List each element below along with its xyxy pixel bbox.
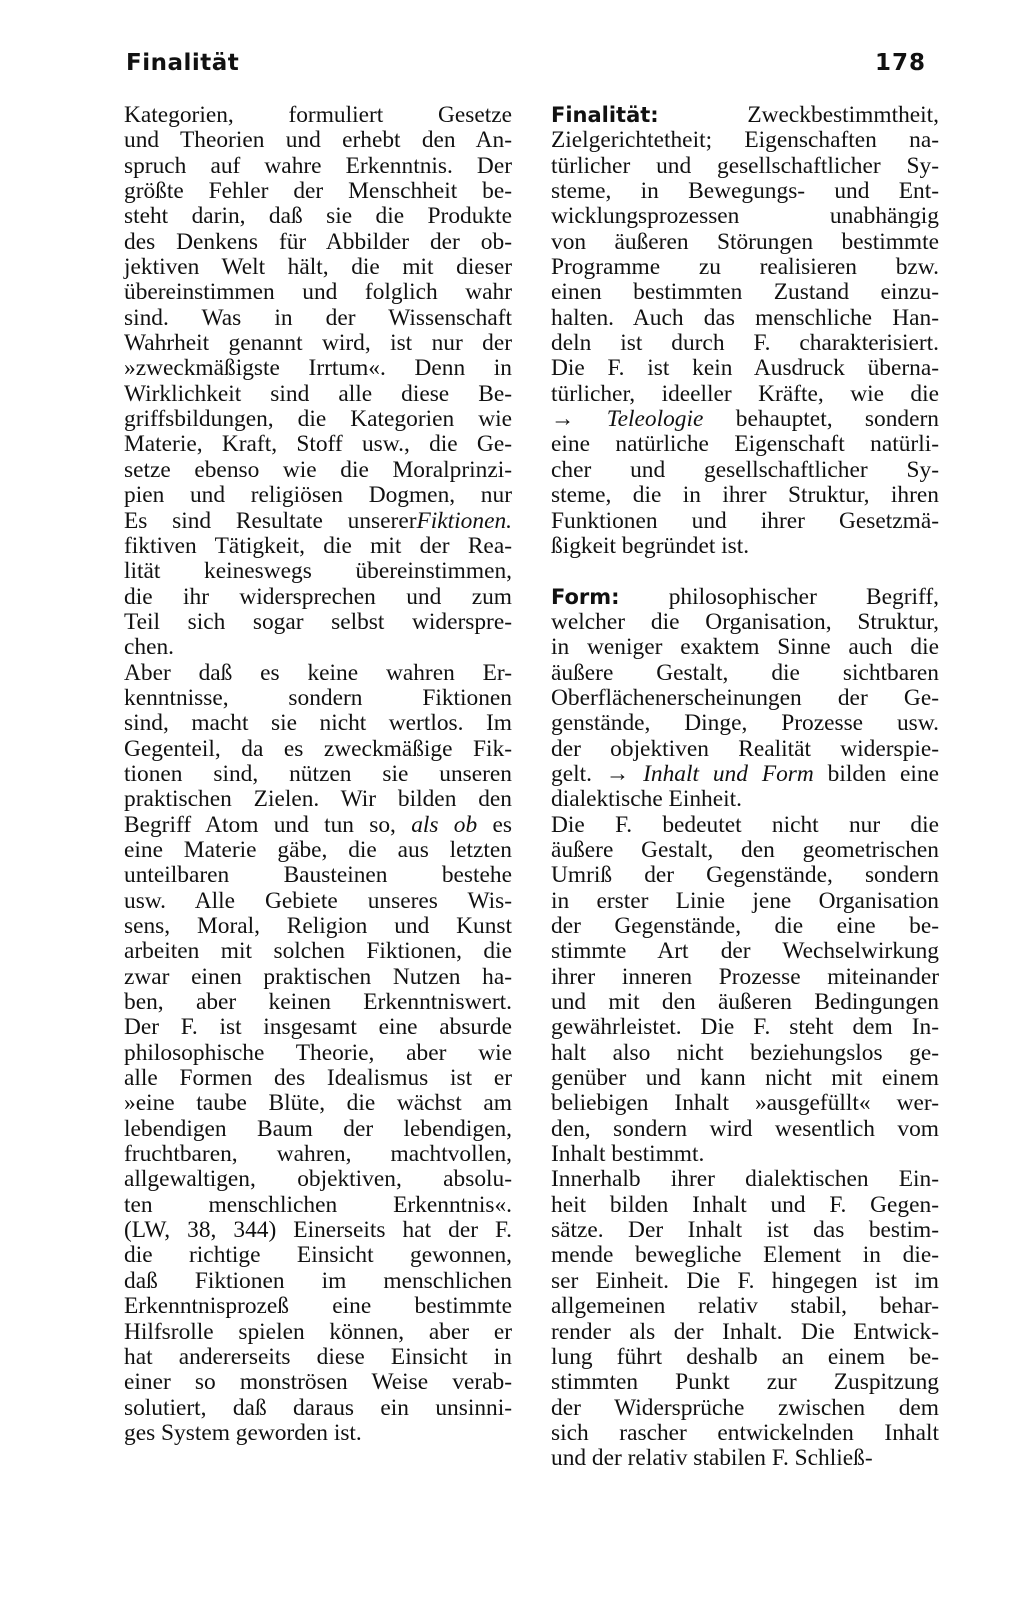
- right-column: [551, 103, 939, 1472]
- text-line: [124, 1243, 512, 1268]
- line-text: Umriß der Gegenstände, sondern: [551, 862, 939, 889]
- text-line: [551, 103, 939, 128]
- text-line: [551, 230, 939, 255]
- line-text: jektiven Welt hält, die mit dieser: [124, 254, 512, 281]
- line-text: Materie, Kraft, Stoff usw., die Ge-: [124, 431, 512, 458]
- text-line: [551, 585, 939, 610]
- line-text: philosophische Theorie, aber wie: [124, 1039, 512, 1066]
- text-line: [551, 1218, 939, 1243]
- text-line: [124, 306, 512, 331]
- page-header: [126, 50, 926, 90]
- italic-text: Inhalt und Form: [643, 760, 814, 787]
- text-line: [551, 179, 939, 204]
- line-text: türlicher, ideeller Kräfte, wie die: [551, 380, 939, 407]
- entry-separator: [551, 559, 939, 584]
- line-text: wicklungsprozessen unabhängig: [551, 203, 939, 230]
- line-text: der Gegenstände, die eine be-: [551, 913, 939, 939]
- line-text: mende bewegliche Element in die-: [551, 1242, 939, 1269]
- line-text: Hilfsrolle spielen können, aber er: [124, 1318, 512, 1345]
- italic-text: Teleologie: [606, 406, 704, 433]
- line-text: griffsbildungen, die Kategorien wie: [124, 406, 512, 433]
- text-line: [551, 939, 939, 964]
- line-text: »eine taube Blüte, die wächst am: [124, 1090, 512, 1117]
- line-text: halten. Auch das menschliche Han-: [551, 304, 939, 331]
- text-line: [124, 1370, 512, 1395]
- line-text: türlicher und gesellschaftlicher Sy-: [551, 152, 939, 179]
- line-text: Erkenntnisprozeß eine bestimmte: [124, 1293, 512, 1320]
- line-text: sens, Moral, Religion und Kunst: [124, 913, 512, 939]
- line-text: steme, in Bewegungs- und Ent-: [551, 178, 939, 205]
- line-text: gewährleistet. Die F. steht dem In-: [551, 1014, 939, 1041]
- line-text: Inhalt bestimmt.: [551, 1141, 705, 1168]
- text-line: [124, 838, 512, 863]
- text-line: [124, 407, 512, 432]
- text-line: [124, 204, 512, 229]
- text-line: [551, 1446, 939, 1471]
- text-line: [124, 154, 512, 179]
- text-line: [551, 534, 939, 559]
- line-text: einer so monströsen Weise verab-: [124, 1369, 512, 1396]
- text-line: [551, 635, 939, 660]
- page-number: 178: [874, 50, 926, 76]
- text-line: [124, 737, 512, 762]
- line-text: ihrer inneren Prozesse miteinander: [551, 963, 939, 990]
- text-line: [124, 1142, 512, 1167]
- text-line: [551, 965, 939, 990]
- line-text: tionen sind, nützen sie unseren: [124, 760, 512, 787]
- line-text: welcher die Organisation, Struktur,: [551, 608, 939, 635]
- line-text: dialektische Einheit.: [551, 786, 742, 813]
- line-text: und der relativ stabilen F. Schließ-: [551, 1445, 873, 1472]
- running-head: Finalität: [126, 50, 240, 76]
- line-text: Begriff Atom und tun so,: [124, 811, 412, 838]
- text-line: [124, 1193, 512, 1218]
- line-text: deln ist durch F. charakterisiert.: [551, 330, 939, 357]
- text-line: [551, 1193, 939, 1218]
- line-text: genstände, Dinge, Prozesse usw.: [551, 710, 939, 737]
- text-line: [551, 762, 939, 787]
- text-line: [551, 711, 939, 736]
- text-line: [124, 509, 512, 534]
- line-text: fruchtbaren, wahren, machtvollen,: [124, 1141, 512, 1168]
- line-text: steht darin, daß sie die Produkte: [124, 203, 512, 230]
- line-text: übereinstimmen und folglich wahr: [124, 279, 512, 306]
- line-text: der Widersprüche zwischen dem: [551, 1394, 939, 1421]
- line-text: Kategorien, formuliert Gesetze: [124, 102, 512, 128]
- text-line: [551, 382, 939, 407]
- line-text: lebendigen Baum der lebendigen,: [124, 1115, 512, 1142]
- line-text: ßigkeit begründet ist.: [551, 532, 750, 559]
- line-text: und Theorien und erhebt den An-: [124, 127, 512, 154]
- line-text: eine natürliche Eigenschaft natürli-: [551, 431, 939, 458]
- text-line: [124, 863, 512, 888]
- text-line: [551, 838, 939, 863]
- line-text: der objektiven Realität widerspie-: [551, 735, 939, 762]
- text-line: [551, 1243, 939, 1268]
- line-text: pien und religiösen Dogmen, nur: [124, 482, 512, 509]
- line-text: eine Materie gäbe, die aus letzten: [124, 836, 512, 863]
- line-text: unteilbaren Bausteinen bestehe: [124, 862, 512, 889]
- text-line: [124, 914, 512, 939]
- line-text: Der F. ist insgesamt eine absurde: [124, 1014, 512, 1041]
- line-text: zwar einen praktischen Nutzen ha-: [124, 963, 512, 990]
- text-line: [551, 331, 939, 356]
- line-text: sätze. Der Inhalt ist das bestim-: [551, 1217, 939, 1244]
- line-text: den, sondern wird wesentlich vom: [551, 1115, 939, 1142]
- line-text: Es sind Resultate unserer: [124, 507, 417, 534]
- text-line: [551, 306, 939, 331]
- line-text: hat andererseits diese Einsicht in: [124, 1343, 512, 1370]
- text-line: [551, 483, 939, 508]
- line-text: sind, macht sie nicht wertlos. Im: [124, 710, 512, 737]
- line-text: daß Fiktionen im menschlichen: [124, 1267, 512, 1294]
- line-text: sind. Was in der Wissenschaft: [124, 304, 512, 331]
- line-text: ges System geworden ist.: [124, 1419, 362, 1446]
- line-text: behauptet, sondern: [703, 406, 939, 433]
- line-text: von äußeren Störungen bestimmte: [551, 228, 939, 255]
- text-line: [124, 635, 512, 660]
- line-text: usw. Alle Gebiete unseres Wis-: [124, 887, 512, 914]
- text-line: [124, 1269, 512, 1294]
- line-text: ser Einheit. Die F. hingegen ist im: [551, 1267, 939, 1294]
- line-text: spruch auf wahre Erkenntnis. Der: [124, 152, 512, 179]
- text-line: [551, 128, 939, 153]
- text-line: [124, 585, 512, 610]
- text-line: [124, 1117, 512, 1142]
- line-text: Gegenteil, da es zweckmäßige Fik-: [124, 735, 512, 762]
- line-text: Teil sich sogar selbst widerspre-: [124, 608, 512, 635]
- italic-text: als ob: [411, 811, 478, 838]
- text-line: [551, 356, 939, 381]
- text-line: [551, 1294, 939, 1319]
- text-line: [551, 661, 939, 686]
- line-text: (LW, 38, 344) Einerseits hat der F.: [124, 1217, 512, 1244]
- line-text: bilden eine: [813, 760, 939, 787]
- text-line: [551, 1041, 939, 1066]
- line-text: Die F. bedeutet nicht nur die: [551, 811, 939, 838]
- line-text: Innerhalb ihrer dialektischen Ein-: [551, 1166, 939, 1193]
- line-text: und mit den äußeren Bedingungen: [551, 989, 939, 1016]
- text-line: [124, 889, 512, 914]
- line-text: sich rascher entwickelnden Inhalt: [551, 1419, 939, 1446]
- text-line: [124, 534, 512, 559]
- text-line: [124, 483, 512, 508]
- text-line: [124, 255, 512, 280]
- line-text: solutiert, daß daraus ein unsinni-: [124, 1394, 512, 1421]
- line-text: Programme zu realisieren bzw.: [551, 254, 939, 281]
- line-text: halt also nicht beziehungslos ge-: [551, 1039, 939, 1066]
- line-text: stimmte Art der Wechselwirkung: [551, 938, 939, 965]
- line-text: gelt.: [551, 760, 606, 787]
- text-line: [124, 939, 512, 964]
- text-line: [124, 762, 512, 787]
- text-line: [124, 965, 512, 990]
- text-line: [551, 863, 939, 888]
- text-line: [124, 179, 512, 204]
- line-text: fiktiven Tätigkeit, die mit der Rea-: [124, 532, 512, 559]
- line-text: philosophischer Begriff,: [619, 583, 939, 610]
- line-text: arbeiten mit solchen Fiktionen, die: [124, 938, 512, 965]
- text-line: [551, 1320, 939, 1345]
- text-line: [551, 1269, 939, 1294]
- text-line: [124, 128, 512, 153]
- text-line: [551, 458, 939, 483]
- text-line: [124, 610, 512, 635]
- text-line: [124, 1066, 512, 1091]
- line-text: Oberflächenerscheinungen der Ge-: [551, 684, 939, 711]
- line-text: allgewaltigen, objektiven, absolu-: [124, 1166, 512, 1193]
- text-line: [124, 458, 512, 483]
- line-text: ben, aber keinen Erkenntniswert.: [124, 989, 512, 1016]
- text-line: [124, 103, 512, 128]
- text-line: [124, 686, 512, 711]
- text-line: [551, 407, 939, 432]
- line-text: steme, die in ihrer Struktur, ihren: [551, 482, 939, 509]
- line-text: es: [477, 811, 512, 838]
- text-line: [124, 661, 512, 686]
- line-text: genüber und kann nicht mit einem: [551, 1065, 939, 1092]
- text-line: [124, 1396, 512, 1421]
- text-line: [124, 331, 512, 356]
- line-text: die ihr widersprechen und zum: [124, 583, 512, 610]
- line-text: allgemeinen relativ stabil, behar-: [551, 1293, 939, 1320]
- text-line: [551, 1345, 939, 1370]
- line-text: praktischen Zielen. Wir bilden den: [124, 786, 512, 813]
- text-line: [124, 813, 512, 838]
- line-text: ten menschlichen Erkenntnis«.: [124, 1191, 512, 1218]
- text-line: [124, 1421, 512, 1446]
- text-line: [124, 1218, 512, 1243]
- cross-reference-arrow: →: [605, 760, 630, 787]
- line-text: cher und gesellschaftlicher Sy-: [551, 456, 939, 483]
- text-line: [551, 204, 939, 229]
- line-text: in weniger exaktem Sinne auch die: [551, 634, 939, 661]
- line-text: setze ebenso wie die Moralprinzi-: [124, 456, 512, 483]
- text-line: [124, 559, 512, 584]
- text-line: [551, 990, 939, 1015]
- cross-reference-arrow: →: [551, 406, 575, 433]
- text-line: [551, 1117, 939, 1142]
- text-line: [124, 1345, 512, 1370]
- text-line: [551, 1370, 939, 1395]
- line-text: in erster Linie jene Organisation: [551, 887, 939, 914]
- text-line: [551, 509, 939, 534]
- text-line: [551, 1396, 939, 1421]
- line-text: Die F. ist kein Ausdruck überna-: [551, 355, 939, 382]
- line-text: einen bestimmten Zustand einzu-: [551, 279, 939, 306]
- line-text: lität keineswegs übereinstimmen,: [124, 558, 512, 585]
- left-column: [124, 103, 512, 1446]
- line-text: äußere Gestalt, den geometrischen: [551, 836, 939, 863]
- text-line: [551, 813, 939, 838]
- text-line: [551, 914, 939, 939]
- text-line: [551, 280, 939, 305]
- text-line: [124, 711, 512, 736]
- line-text: Aber daß es keine wahren Er-: [124, 659, 512, 686]
- italic-text: Fiktionen.: [416, 507, 512, 534]
- text-line: [124, 1091, 512, 1116]
- line-text: Funktionen und ihrer Gesetzmä-: [551, 507, 939, 534]
- line-text: Zweckbestimmtheit,: [658, 102, 939, 128]
- text-line: [551, 1167, 939, 1192]
- line-text: kenntnisse, sondern Fiktionen: [124, 684, 512, 711]
- line-text: heit bilden Inhalt und F. Gegen-: [551, 1191, 939, 1218]
- text-line: [551, 1421, 939, 1446]
- entry-finalitaet: [551, 103, 939, 559]
- text-line: [551, 154, 939, 179]
- text-line: [551, 787, 939, 812]
- text-line: [551, 1015, 939, 1040]
- text-line: [124, 1320, 512, 1345]
- text-line: [124, 432, 512, 457]
- text-line: [124, 280, 512, 305]
- line-text: Zielgerichtetheit; Eigenschaften na-: [551, 127, 939, 154]
- line-text: Wirklichkeit sind alle diese Be-: [124, 380, 512, 407]
- text-line: [124, 356, 512, 381]
- line-text: größte Fehler der Menschheit be-: [124, 178, 512, 205]
- line-text: »zweckmäßigste Irrtum«. Denn in: [124, 355, 512, 382]
- text-line: [551, 610, 939, 635]
- text-line: [124, 990, 512, 1015]
- text-line: [551, 255, 939, 280]
- entry-form: [551, 585, 939, 1472]
- text-line: [551, 1091, 939, 1116]
- line-text: chen.: [124, 634, 175, 661]
- line-text: des Denkens für Abbilder der ob-: [124, 228, 512, 255]
- text-line: [124, 787, 512, 812]
- text-line: [551, 432, 939, 457]
- text-line: [551, 686, 939, 711]
- line-text: Wahrheit genannt wird, ist nur der: [124, 330, 512, 357]
- text-line: [124, 1041, 512, 1066]
- text-line: [124, 230, 512, 255]
- text-line: [124, 1167, 512, 1192]
- line-text: alle Formen des Idealismus ist er: [124, 1065, 512, 1092]
- text-line: [124, 1294, 512, 1319]
- text-line: [551, 737, 939, 762]
- line-text: render als der Inhalt. Die Entwick-: [551, 1318, 939, 1345]
- line-text: äußere Gestalt, die sichtbaren: [551, 659, 939, 686]
- line-text: die richtige Einsicht gewonnen,: [124, 1242, 512, 1269]
- text-line: [551, 1066, 939, 1091]
- line-text: lung führt deshalb an einem be-: [551, 1343, 939, 1370]
- text-line: [124, 1015, 512, 1040]
- entry-term: Form:: [551, 584, 620, 609]
- text-line: [551, 1142, 939, 1167]
- text-line: [124, 382, 512, 407]
- line-text: beliebigen Inhalt »ausgefüllt« wer-: [551, 1090, 939, 1117]
- line-text: stimmten Punkt zur Zuspitzung: [551, 1369, 939, 1396]
- entry-term: Finalität:: [551, 103, 659, 127]
- text-line: [551, 889, 939, 914]
